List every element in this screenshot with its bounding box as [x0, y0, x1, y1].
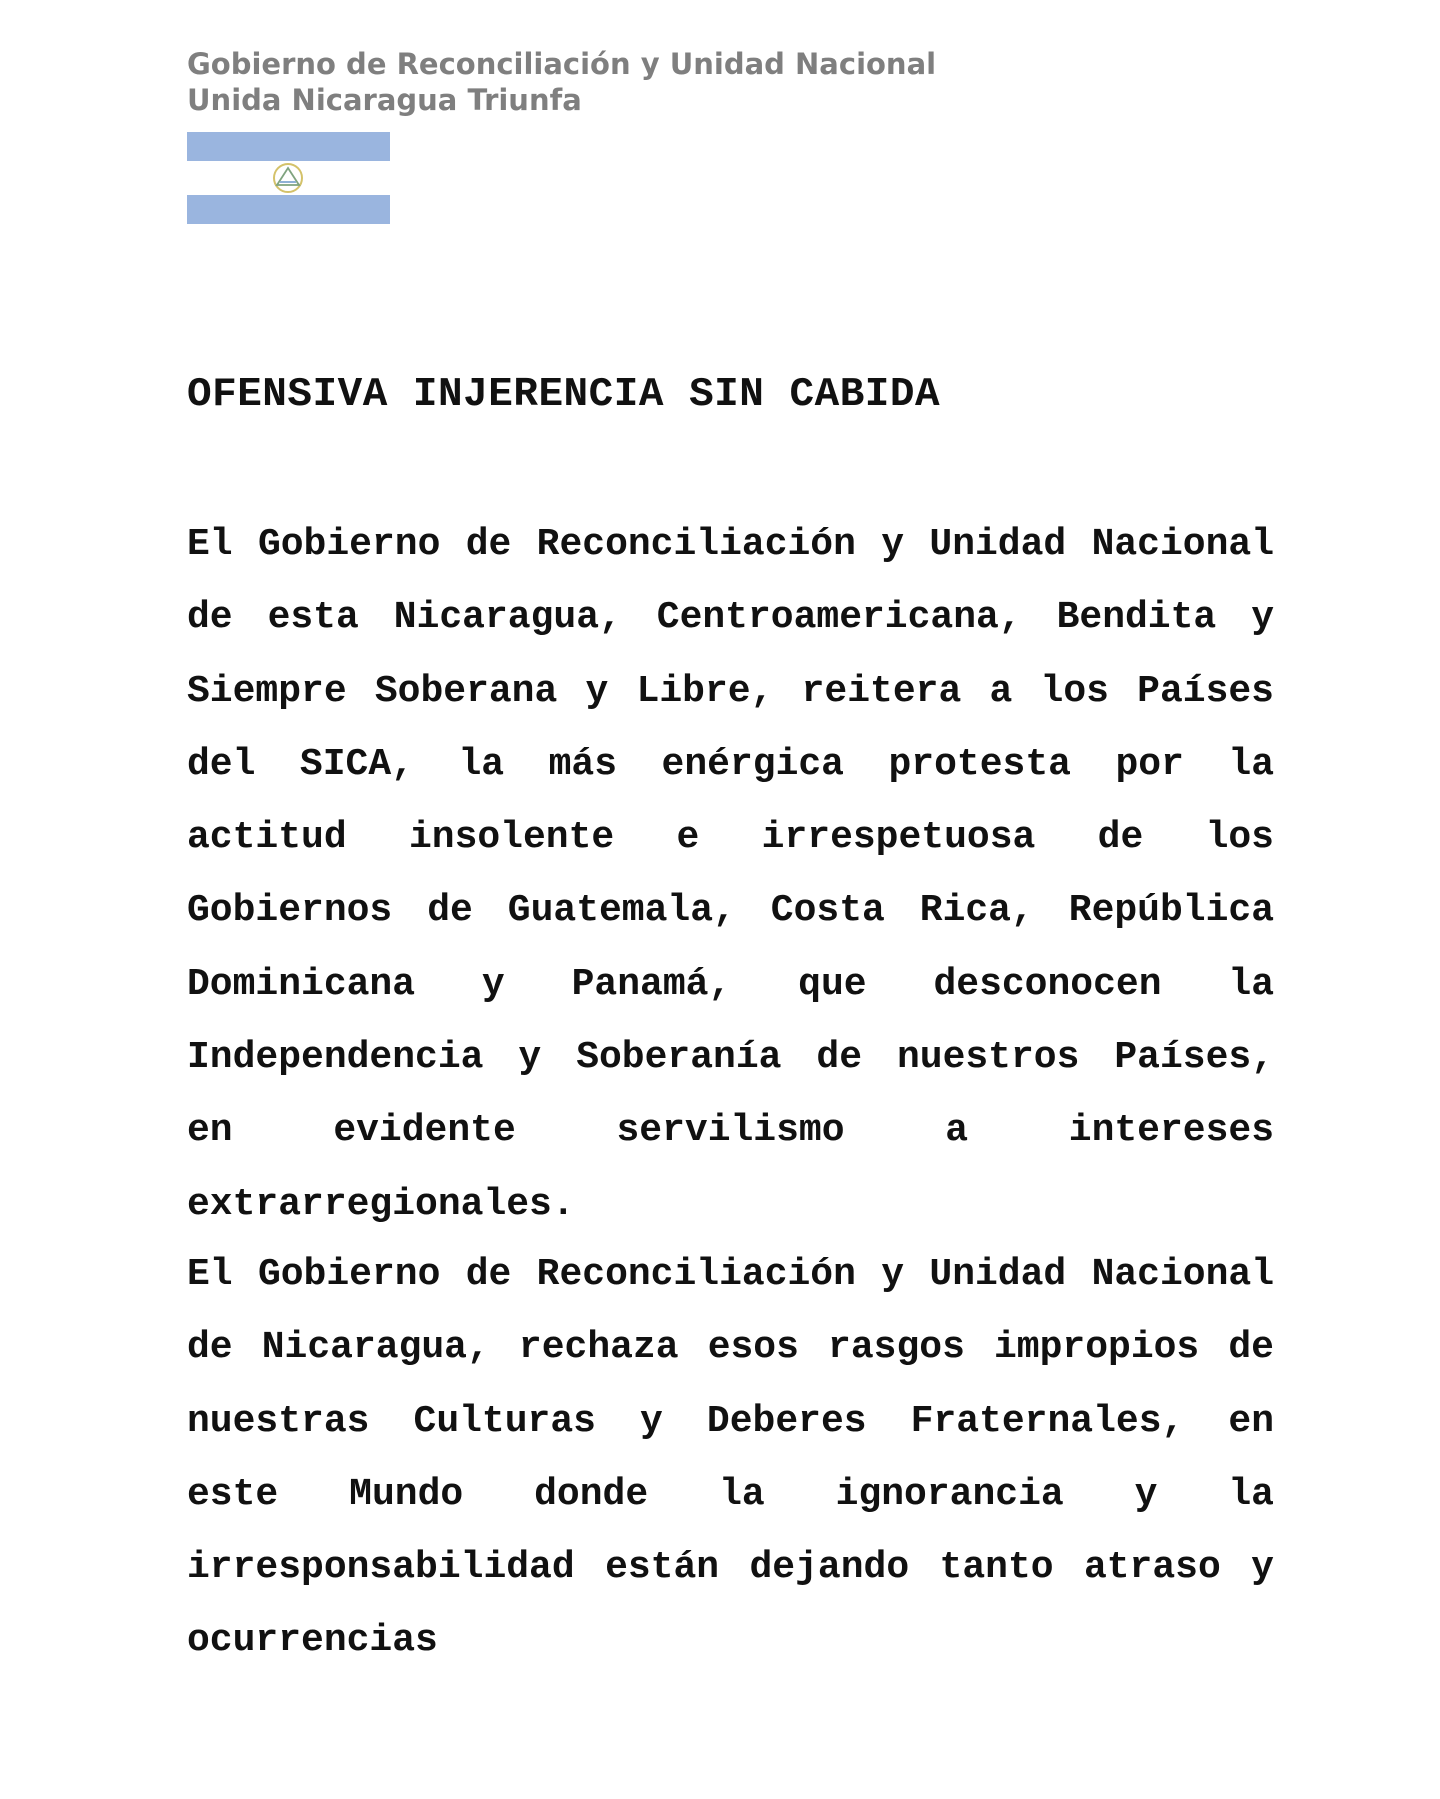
letterhead-slogan: Unida Nicaragua Triunfa [187, 83, 582, 117]
document-title: OFENSIVA INJERENCIA SIN CABIDA [187, 372, 941, 418]
paragraph-1: El Gobierno de Reconciliación y Unidad Nacional de esta Nicaragua, Centroamericana, Bendita y Siempre Soberana y Libre, reitera a los Países del SICA, la más enérgica protesta por la actitud insolente e irrespetuosa de los Gobiernos de Guatemala, Costa Rica, República Dominicana y Panamá, que desconocen la Independencia y Soberanía de nuestros Países, en evidente servilismo a intereses extrarregionales. [187, 523, 1274, 1226]
letterhead [187, 46, 936, 118]
letterhead-government-name: Gobierno de Reconciliación y Unidad Nacional [187, 47, 937, 81]
paragraph-2: El Gobierno de Reconciliación y Unidad Nacional de Nicaragua, rechaza esos rasgos impropios de nuestras Culturas y Deberes Fraternales, en este Mundo donde la ignorancia y la irresponsabilidad están dejando tanto atraso y ocurrencias [187, 1253, 1274, 1663]
nicaragua-flag-icon [187, 132, 390, 224]
